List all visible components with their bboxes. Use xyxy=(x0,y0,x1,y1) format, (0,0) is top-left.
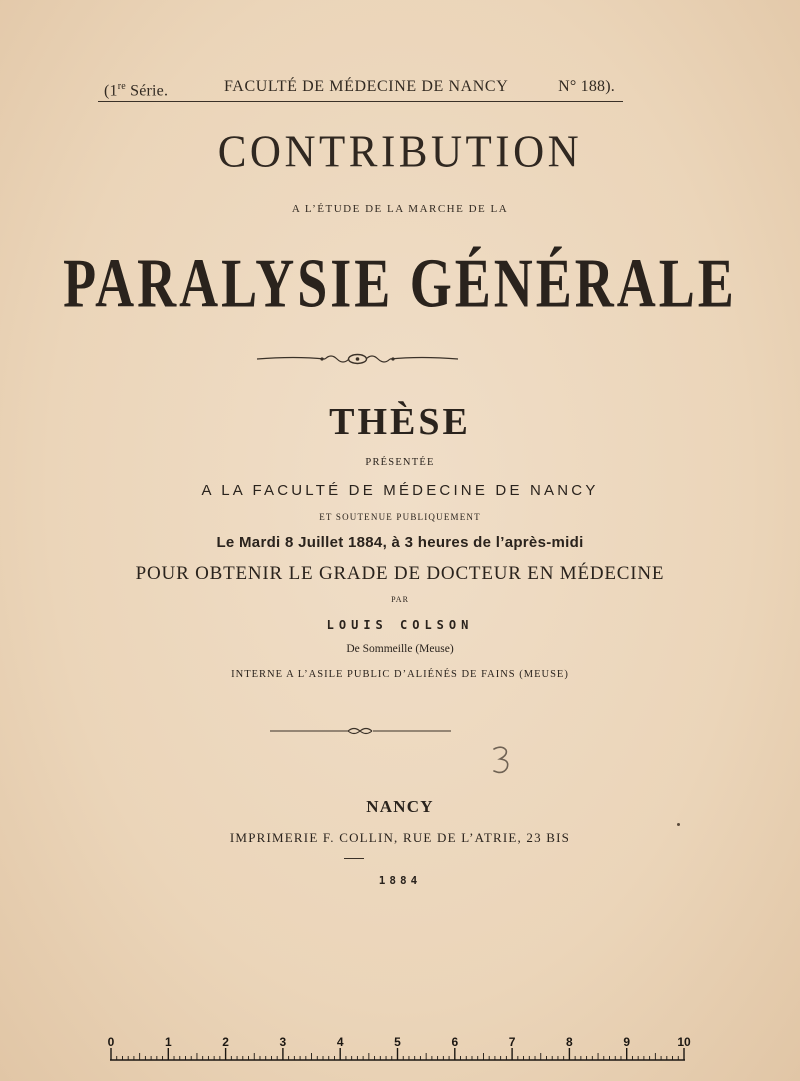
faculty-header: FACULTÉ DE MÉDECINE DE NANCY xyxy=(224,78,509,95)
imprint-city: NANCY xyxy=(366,797,434,816)
ruler-label: 6 xyxy=(451,1035,459,1049)
running-header xyxy=(98,72,623,102)
by-label: PAR xyxy=(391,595,409,604)
series-label: (1re Série. xyxy=(104,81,169,100)
handwritten-number-mark xyxy=(490,744,514,776)
presented-label: PRÉSENTÉE xyxy=(365,457,435,468)
main-title: CONTRIBUTION xyxy=(217,127,583,178)
ruler-label: 8 xyxy=(566,1035,573,1049)
degree-line: POUR OBTENIR LE GRADE DE DOCTEUR EN MÉDECINE xyxy=(135,563,665,584)
ruler-label: 7 xyxy=(508,1035,516,1049)
faculty-line: A LA FACULTÉ DE MÉDECINE DE NANCY xyxy=(201,482,599,499)
thesis-number: N° 188). xyxy=(558,78,615,95)
ruler-label: 10 xyxy=(677,1035,691,1049)
subtitle: A L’ÉTUDE DE LA MARCHE DE LA xyxy=(291,203,509,215)
ruler-label: 3 xyxy=(279,1035,287,1049)
author-name: LOUIS COLSON xyxy=(326,618,474,632)
thesis-heading: THÈSE xyxy=(329,401,471,443)
ruler-label: 0 xyxy=(107,1035,115,1049)
ruler-label: 9 xyxy=(623,1035,631,1049)
author-origin: De Sommeille (Meuse) xyxy=(346,643,454,655)
author-position: INTERNE A L’ASILE PUBLIC D’ALIÉNÉS DE FAINS (MEUSE) xyxy=(231,669,569,680)
header-rule xyxy=(98,101,623,102)
ruler-label: 2 xyxy=(222,1035,229,1049)
small-ornament-divider xyxy=(268,724,453,738)
imprint-printer: IMPRIMERIE F. COLLIN, RUE DE L’ATRIE, 23 BIS xyxy=(229,830,571,845)
handwritten-number xyxy=(490,744,514,776)
defended-label: ET SOUTENUE PUBLIQUEMENT xyxy=(319,512,481,522)
ornament-divider xyxy=(255,350,460,368)
year-rule xyxy=(344,858,364,859)
ruler-label: 1 xyxy=(164,1035,172,1049)
defense-date: Le Mardi 8 Juillet 1884, à 3 heures de l’après-midi xyxy=(216,534,584,551)
scale-ruler xyxy=(100,1030,700,1064)
ruler-label: 5 xyxy=(394,1035,401,1049)
subject-title: PARALYSIE GÉNÉRALE xyxy=(63,244,737,322)
paper-spot xyxy=(677,823,680,826)
imprint-year: 1884 xyxy=(378,874,422,887)
ruler-label: 4 xyxy=(336,1035,344,1049)
